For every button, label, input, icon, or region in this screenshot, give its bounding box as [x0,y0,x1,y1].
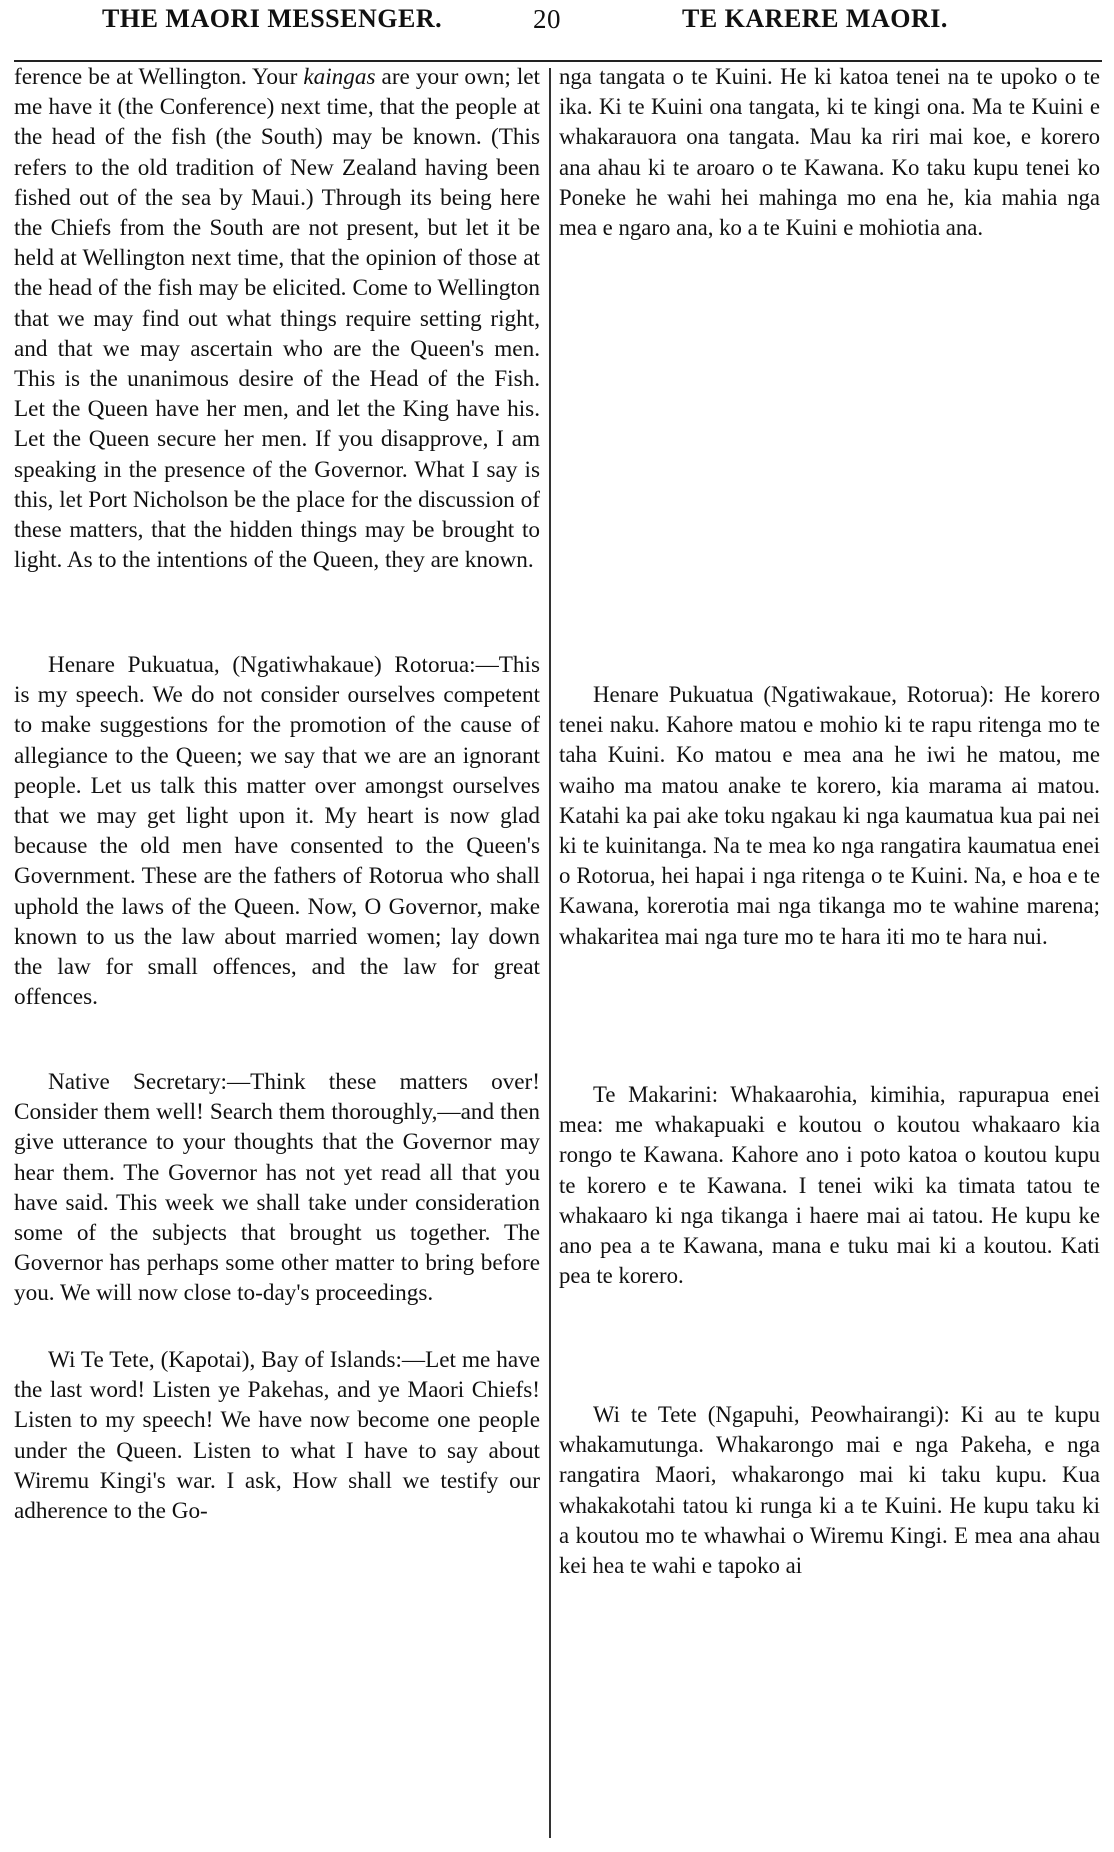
english-p1-text: ference be at Wellington. Your [14,64,304,90]
english-column-speech-wi [14,1345,540,1526]
maori-column [559,62,1100,243]
english-paragraph-conference [14,62,540,575]
maori-paragraph-wi-te-tete: Wi te Tete (Ngapuhi, Peowhairangi): Ki au te kupu whakamutunga. Whakarongo mai e nga Pakeha, e nga rangatira Maori, whakarongo mai ki taku kupu. Kua whakakotahi tatou ki runga ki a te Kuini. He kupu taku ki a koutou mo te whawhai o Wiremu Kingi. E mea ana ahau kei hea te wahi e tapoko ai [559,1402,1100,1579]
maori-paragraph-makarini: Te Makarini: Whakaarohia, kimihia, rapurapua enei mea: me whakapuaki e koutou o koutou whakaaro kia rongo te Kawana. Kahore ano i poto katoa o koutou kupu te korero e te Kawana. I tenei wiki ka timata tatou te whakaaro ki nga tikanga i haere mai ai tatou. He kupu ke ano pea a te Kawana, mana e tuku mai ki a koutou. Kati pea te korero. [559,1082,1100,1289]
maori-column-speech-wi [559,1400,1100,1581]
english-p1-text-cont: are your own; let me have it (the Conference) next time, that the people at the head of the fish (the South) may be known. (This refers to the old tradition of New Zealand having been fished out of the sea by Maui.) Through its being here the Chiefs from the South are not present, but let it be held at Wellington next time, that the opinion of those at the head of the fish may be elicited. Come to Wellington that we may find out what things require setting right, and that we may ascertain who are the Queen's men. This is the unanimous desire of the Head of the Fish. Let the Queen have her men, and let the King have his. Let the Queen secure her men. If you disapprove, I am speaking in the presence of the Governor. What I say is this, let Port Nicholson be the place for the discussion of these matters, that the hidden things may be brought to light. As to the intentions of the Queen, they are known. [14,64,541,574]
column-divider [549,68,551,1838]
maori-paragraph-conference: nga tangata o te Kuini. He ki katoa tenei na te upoko o te ika. Ki te Kuini ona tangata, ki te kingi ona. Ma te Kuini e whakarauora ona tangata. Mau ka riri mai koe, e korero ana ahau ki te aroaro o te Kawana. Ko taku kupu tenei ko Poneke he wahi hei mahinga mo ena he, kia mahia nga mea e ngaro ana, ko a te Kuini e mohiotia ana. [559,64,1100,241]
english-column-speech-secretary [14,1067,540,1309]
maori-paragraph-henare: Henare Pukuatua (Ngatiwakaue, Rotorua): He korero tenei naku. Kahore matou e mohio ki te rapu ritenga mo te taha Kuini. Ko matou e mea ana he iwi he matou, me waiho ma matou anake te korero, kia marama ai matou. Katahi ka pai ake toku ngakau ki nga kaumatua kua pai nei ki te kuinitanga. Na te mea ko nga rangatira kaumatua enei o Rotorua, hei hapai i nga ritenga o te Kuini. Na, e hoa e te Kawana, korerotia mai nga tikanga mo te wahine marena; whakaritea mai nga ture mo te hara iti mo te hara nui. [559,682,1100,949]
english-paragraph-wi-te-tete: Wi Te Tete, (Kapotai), Bay of Islands:—Let me have the last word! Listen ye Pakehas, and ye Maori Chiefs! Listen to my speech! We have now become one people under the Queen. Listen to what I have to say about Wiremu Kingi's war. I ask, How shall we testify our adherence to the Go- [14,1347,540,1525]
maori-masthead: TE KARERE MAORI. [682,4,948,33]
english-masthead: THE MAORI MESSENGER. [102,4,443,33]
english-paragraph-secretary: Native Secretary:—Think these matters over! Consider them well! Search them thoroughly,—and then give utterance to your thoughts that the Governor may hear them. The Governor has not yet read all that you have said. This week we shall take under consideration some of the subjects that brought us together. The Governor has perhaps some other matter to bring before you. We will now close to-day's proceedings. [14,1069,540,1307]
english-column [14,62,540,575]
maori-column-speech-makarini [559,1080,1100,1291]
maori-column-speech-henare [559,680,1100,952]
page-header [0,0,1114,60]
english-column-speech-henare [14,650,540,1012]
english-p1-italic: kaingas [303,64,376,90]
english-paragraph-henare: Henare Pukuatua, (Ngatiwhakaue) Rotorua:—This is my speech. We do not consider ourselves competent to make suggestions for the promotion of the cause of allegiance to the Queen; we say that we are an ignorant people. Let us talk this matter over amongst ourselves that we may get light upon it. My heart is now glad because the old men have consented to the Queen's Government. These are the fathers of Rotorua who shall uphold the laws of the Queen. Now, O Governor, make known to us the law about married women; lay down the law for small offences, and the law for great offences. [14,652,540,1011]
page-number: 20 [533,4,561,34]
